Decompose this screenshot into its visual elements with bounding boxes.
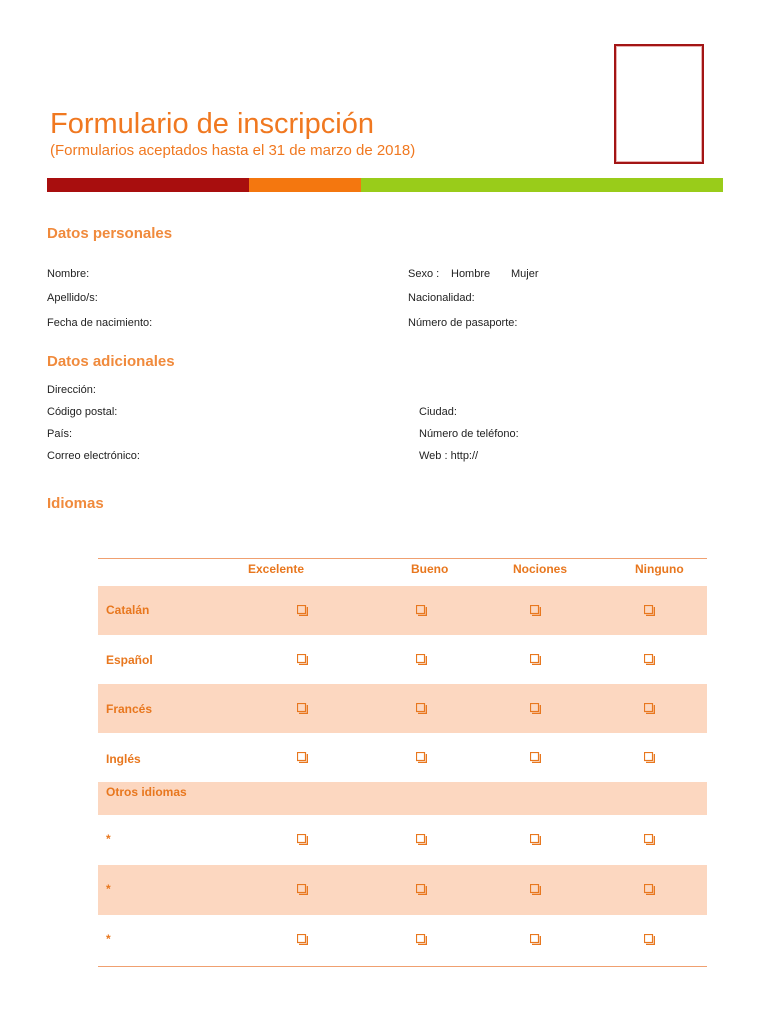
row-label[interactable]: *	[106, 882, 111, 896]
checkbox-icon[interactable]	[416, 884, 427, 895]
section-heading-personal: Datos personales	[47, 225, 173, 242]
checkbox-icon[interactable]	[297, 752, 308, 763]
checkbox-icon[interactable]	[530, 605, 541, 616]
checkbox-icon[interactable]	[530, 654, 541, 665]
option-mujer[interactable]: Mujer	[511, 268, 539, 280]
checkbox-icon[interactable]	[530, 884, 541, 895]
table-row-espanol	[98, 635, 707, 684]
row-label[interactable]: *	[106, 832, 111, 846]
checkbox-icon[interactable]	[644, 703, 655, 714]
field-nacionalidad[interactable]: Nacionalidad:	[408, 292, 475, 304]
checkbox-icon[interactable]	[297, 703, 308, 714]
checkbox-icon[interactable]	[297, 605, 308, 616]
field-telefono[interactable]: Número de teléfono:	[419, 428, 519, 440]
table-row-catalan	[98, 586, 707, 635]
field-codigo-postal[interactable]: Código postal:	[47, 406, 118, 418]
row-label: Inglés	[106, 752, 141, 766]
field-pais[interactable]: País:	[47, 428, 73, 440]
field-apellidos[interactable]: Apellido/s:	[47, 292, 98, 304]
column-header-bueno: Bueno	[411, 562, 449, 576]
checkbox-icon[interactable]	[530, 703, 541, 714]
checkbox-icon[interactable]	[416, 752, 427, 763]
checkbox-icon[interactable]	[297, 654, 308, 665]
checkbox-icon[interactable]	[416, 654, 427, 665]
field-pasaporte[interactable]: Número de pasaporte:	[408, 317, 518, 329]
checkbox-icon[interactable]	[530, 752, 541, 763]
row-label[interactable]: *	[106, 932, 111, 946]
checkbox-icon[interactable]	[416, 703, 427, 714]
color-bar-green	[361, 178, 723, 192]
row-label: Catalán	[106, 603, 150, 617]
section-heading-idiomas: Idiomas	[47, 495, 104, 512]
field-sexo-label: Sexo :	[408, 268, 440, 280]
table-row-ingles	[98, 733, 707, 782]
row-label: Francés	[106, 702, 153, 716]
checkbox-icon[interactable]	[297, 834, 308, 845]
photo-placeholder	[614, 44, 704, 164]
checkbox-icon[interactable]	[297, 934, 308, 945]
column-header-nociones: Nociones	[513, 562, 568, 576]
table-row-other-1	[98, 815, 707, 865]
field-web[interactable]: Web : http://	[419, 450, 479, 462]
table-bottom-rule	[98, 966, 707, 967]
page-subtitle: (Formularios aceptados hasta el 31 de marzo de 2018)	[50, 142, 416, 159]
checkbox-icon[interactable]	[644, 884, 655, 895]
table-row-frances	[98, 684, 707, 733]
checkbox-icon[interactable]	[644, 654, 655, 665]
color-bar-orange	[249, 178, 361, 192]
checkbox-icon[interactable]	[644, 934, 655, 945]
color-bar-red	[47, 178, 249, 192]
column-header-excelente: Excelente	[248, 562, 305, 576]
field-direccion[interactable]: Dirección:	[47, 384, 96, 396]
table-row-otros-idiomas	[98, 782, 707, 815]
checkbox-icon[interactable]	[416, 934, 427, 945]
field-correo[interactable]: Correo electrónico:	[47, 450, 140, 462]
section-heading-additional: Datos adicionales	[47, 353, 175, 370]
table-top-rule	[98, 558, 707, 559]
option-hombre[interactable]: Hombre	[451, 268, 491, 280]
checkbox-icon[interactable]	[297, 884, 308, 895]
row-label: Español	[106, 653, 153, 667]
checkbox-icon[interactable]	[416, 605, 427, 616]
column-header-ninguno: Ninguno	[635, 562, 684, 576]
field-nombre[interactable]: Nombre:	[47, 268, 90, 280]
field-ciudad[interactable]: Ciudad:	[419, 406, 457, 418]
checkbox-icon[interactable]	[530, 834, 541, 845]
field-fecha-nacimiento[interactable]: Fecha de nacimiento:	[47, 317, 153, 329]
checkbox-icon[interactable]	[416, 834, 427, 845]
checkbox-icon[interactable]	[644, 752, 655, 763]
page-title: Formulario de inscripción	[50, 108, 374, 140]
checkbox-icon[interactable]	[644, 834, 655, 845]
row-label-otros: Otros idiomas	[106, 785, 187, 799]
table-row-other-2	[98, 865, 707, 915]
checkbox-icon[interactable]	[644, 605, 655, 616]
table-row-other-3	[98, 915, 707, 965]
checkbox-icon[interactable]	[530, 934, 541, 945]
